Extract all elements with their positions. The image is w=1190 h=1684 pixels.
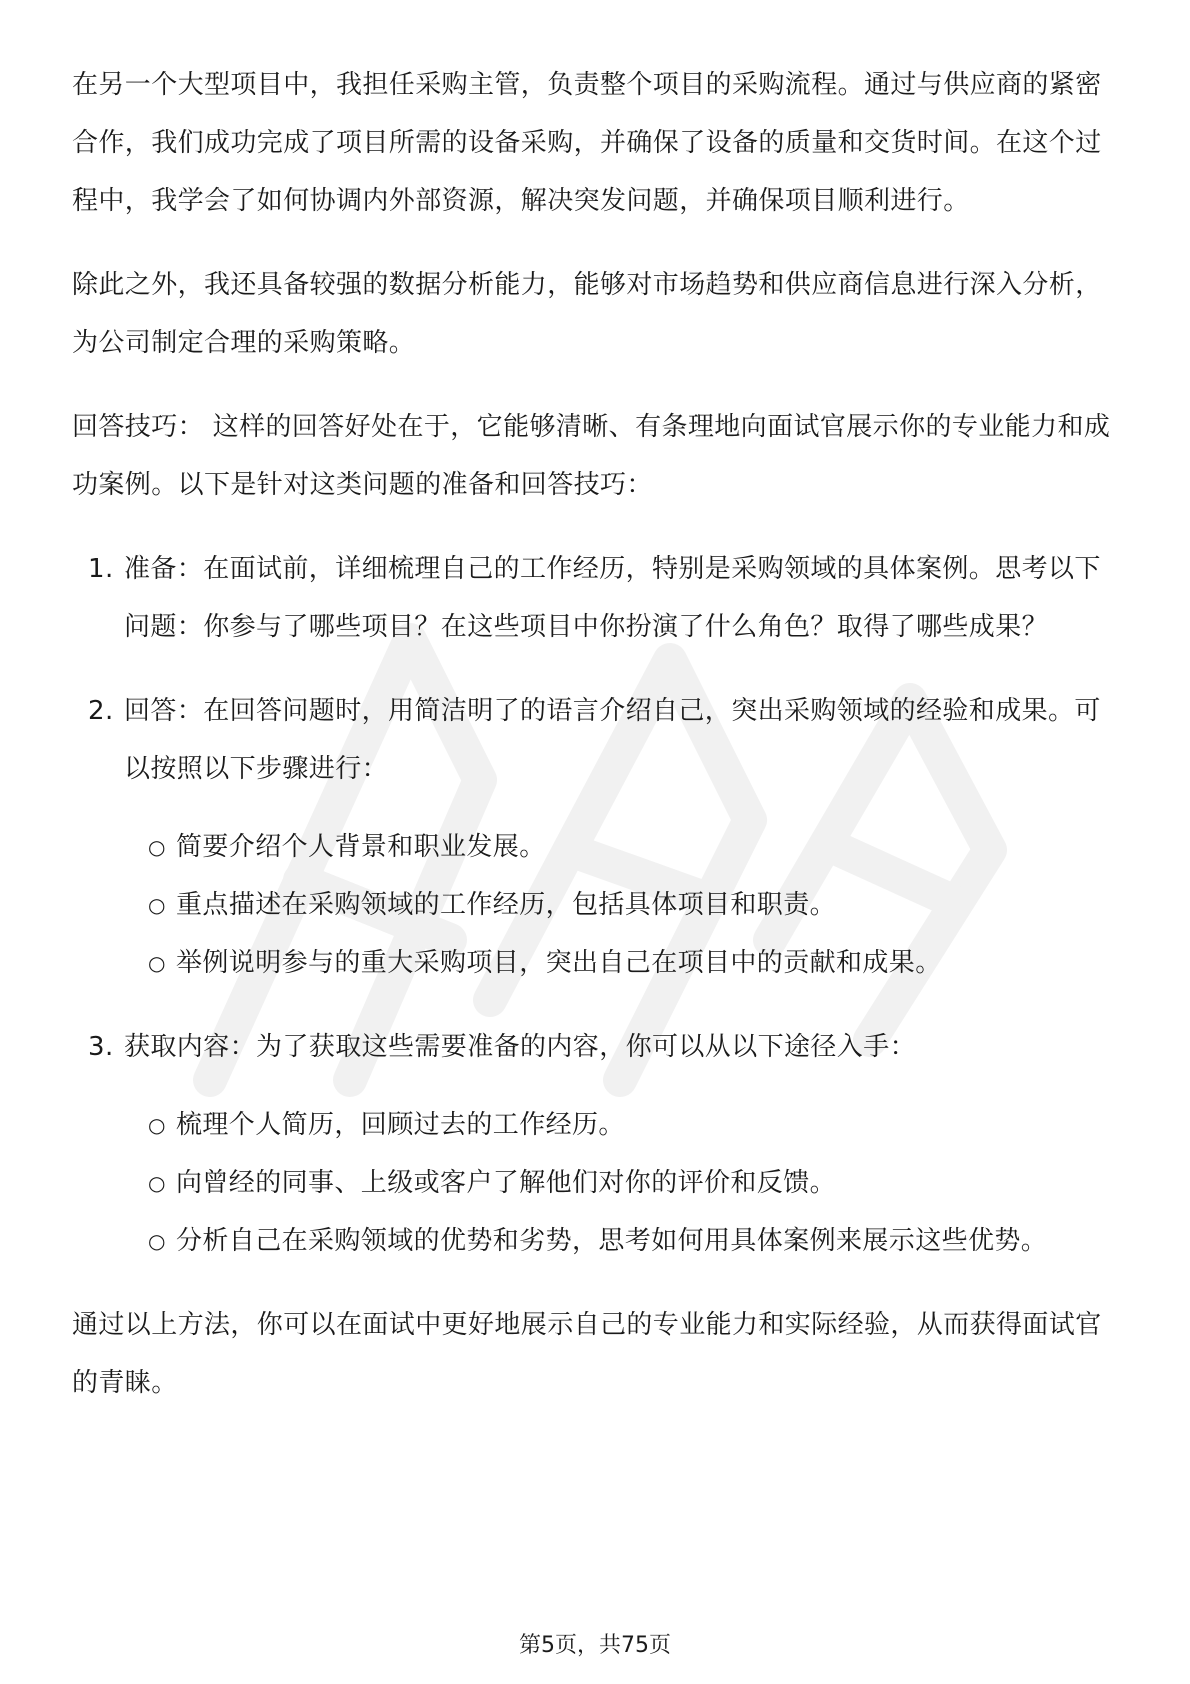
list-item [124,1096,1122,1154]
bullet-circle-icon: ○ [148,1229,166,1253]
step-item-get-content [72,1018,1122,1270]
bullet-circle-icon: ○ [148,1171,166,1195]
sub-list-answer [124,818,1122,992]
paragraph-project-experience: 在另一个大型项目中，我担任采购主管，负责整个项目的采购流程。通过与供应商的紧密合作，我们成功完成了项目所需的设备采购，并确保了设备的质量和交货时间。在这个过程中，我学会了如何协调内外部资源，解决突发问题，并确保项目顺利进行。 [72,70,1102,216]
step-text: 获取内容：为了获取这些需要准备的内容，你可以从以下途径入手： [124,1032,917,1062]
list-item-text: 梳理个人简历，回顾过去的工作经历。 [176,1110,625,1140]
list-item-text: 分析自己在采购领域的优势和劣势，思考如何用具体案例来展示这些优势。 [176,1226,1048,1256]
steps-list [72,540,1122,1270]
step-item-answer [72,682,1122,992]
step-text: 准备：在面试前，详细梳理自己的工作经历，特别是采购领域的具体案例。思考以下问题：你参与了哪些项目？在这些项目中你扮演了什么角色？取得了哪些成果？ [124,554,1101,642]
step-item-prepare [72,540,1122,656]
step-number: 1. [88,554,114,584]
document-page [72,56,1122,1438]
list-item [124,1154,1122,1212]
list-item-text: 向曾经的同事、上级或客户了解他们对你的评价和反馈。 [176,1168,837,1198]
list-item-text: 重点描述在采购领域的工作经历，包括具体项目和职责。 [176,890,837,920]
list-item [124,934,1122,992]
bullet-circle-icon: ○ [148,893,166,917]
list-item [124,818,1122,876]
step-number: 2. [88,696,114,726]
bullet-circle-icon: ○ [148,951,166,975]
list-item-text: 举例说明参与的重大采购项目，突出自己在项目中的贡献和成果。 [176,948,942,978]
paragraph-data-analysis: 除此之外，我还具备较强的数据分析能力，能够对市场趋势和供应商信息进行深入分析，为公司制定合理的采购策略。 [72,270,1102,358]
sub-list-sources [124,1096,1122,1270]
step-number: 3. [88,1032,114,1062]
step-text: 回答：在回答问题时，用简洁明了的语言介绍自己，突出采购领域的经验和成果。可以按照以下步骤进行： [124,696,1101,784]
list-item [124,1212,1122,1270]
bullet-circle-icon: ○ [148,835,166,859]
bullet-circle-icon: ○ [148,1113,166,1137]
page-number: 第5页，共75页 [519,1633,671,1658]
paragraph-answer-tips: 回答技巧： 这样的回答好处在于，它能够清晰、有条理地向面试官展示你的专业能力和成功案例。以下是针对这类问题的准备和回答技巧： [72,412,1111,500]
list-item [124,876,1122,934]
paragraph-conclusion: 通过以上方法，你可以在面试中更好地展示自己的专业能力和实际经验，从而获得面试官的青睐。 [72,1310,1102,1398]
list-item-text: 简要介绍个人背景和职业发展。 [176,832,546,862]
